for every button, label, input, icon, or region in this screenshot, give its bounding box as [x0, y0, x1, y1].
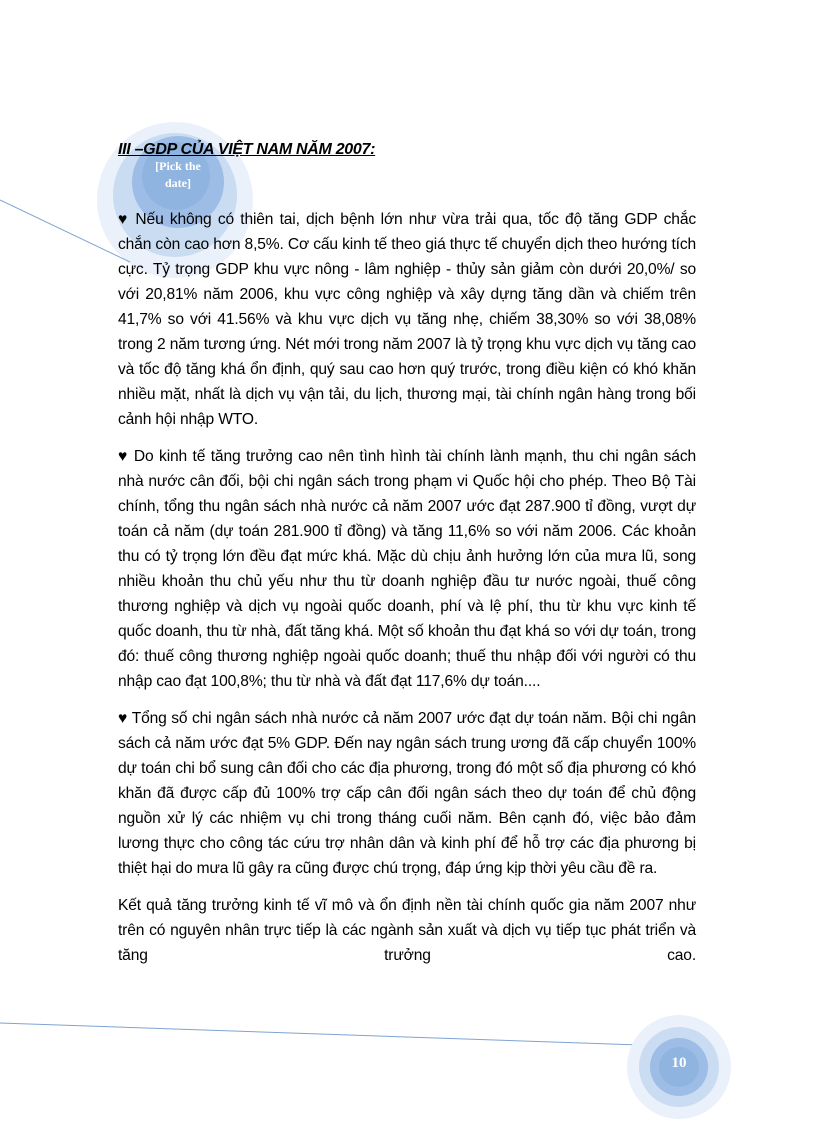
paragraph-budget-revenue: ♥ Do kinh tế tăng trưởng cao nên tình hình tài chính lành mạnh, thu chi ngân sách nhà nước cân đối, bội chi ngân sách trong phạm vi Quốc hội cho phép. Theo Bộ Tài chính, tổng thu ngân sách nhà nước cả năm 2007 ước đạt 287.900 tỉ đồng, vượt dự toán cả năm (dự toán 281.900 tỉ đồng) và tăng 11,6% so với năm 2006. Các khoản thu có tỷ trọng lớn đều đạt mức khá. Mặc dù chịu ảnh hưởng lớn của mưa lũ, song nhiều khoản thu chủ yếu như thu từ doanh nghiệp đầu tư nước ngoài, thuế công thương nghiệp và dịch vụ ngoài quốc doanh, phí và lệ phí, thu từ khu vực kinh tế quốc doanh, thu từ nhà, đất tăng khá. Một số khoản thu đạt khá so với dự toán, trong đó: thuế công thương nghiệp ngoài quốc doanh; thuế thu nhập đối với người có thu nhập cao đạt 100,8%; thu từ nhà và đất đạt 117,6% dự toán.... — [118, 448, 696, 690]
paragraph-budget-spending: ♥ Tổng số chi ngân sách nhà nước cả năm 2007 ước đạt dự toán năm. Bội chi ngân sách cả năm ước đạt 5% GDP. Đến nay ngân sách trung ương đã cấp chuyển 100% dự toán chi bổ sung cân đối cho các địa phương, trong đó một số địa phương có khó khăn đã được cấp đủ 100% trợ cấp cân đối ngân sách theo dự toán để chủ động nguồn xử lý các nhiệm vụ chi trong tháng cuối năm. Bên cạnh đó, việc bảo đảm lương thực cho công tác cứu trợ nhân dân và kinh phí để hỗ trợ các địa phương bị thiệt hại do mưa lũ gây ra cũng được chú trọng, đáp ứng kịp thời yêu cầu đề ra. — [118, 710, 696, 877]
date-placeholder[interactable]: [Pick the date] — [155, 159, 201, 190]
page-number: 10 — [671, 1055, 687, 1071]
diagonal-rule-bottom — [0, 1023, 640, 1045]
paragraph-conclusion: Kết quả tăng trưởng kinh tế vĩ mô và ổn định nền tài chính quốc gia năm 2007 như trên có nguyên nhân trực tiếp là các ngành sản xuất và dịch vụ tiếp tục phát triển và tăng trưởng cao. — [118, 897, 696, 964]
section-heading: III –GDP CỦA VIỆT NAM NĂM 2007: — [118, 141, 376, 158]
paragraph-gdp-structure: ♥ Nếu không có thiên tai, dịch bệnh lớn như vừa trải qua, tốc độ tăng GDP chắc chắn còn cao hơn 8,5%. Cơ cấu kinh tế theo giá thực tế chuyển dịch theo hướng tích cực. Tỷ trọng GDP khu vực nông - lâm nghiệp - thủy sản giảm còn dưới 20,0%/ so với 20,81% năm 2006, khu vực công nghiệp và xây dựng tăng dần và chiếm trên 41,7% so với 41.56% và khu vực dịch vụ tăng nhẹ, chiếm 38,30% so với 38,08% trong 2 năm tương ứng. Nét mới trong năm 2007 là tỷ trọng khu vực dịch vụ tăng cao và tốc độ tăng khá ổn định, quý sau cao hơn quý trước, trong điều kiện có khó khăn nhiều mặt, nhất là dịch vụ vận tải, du lịch, thương mại, tài chính ngân hàng trong bối cảnh hội nhập WTO. — [118, 211, 696, 428]
document-body — [118, 207, 696, 980]
